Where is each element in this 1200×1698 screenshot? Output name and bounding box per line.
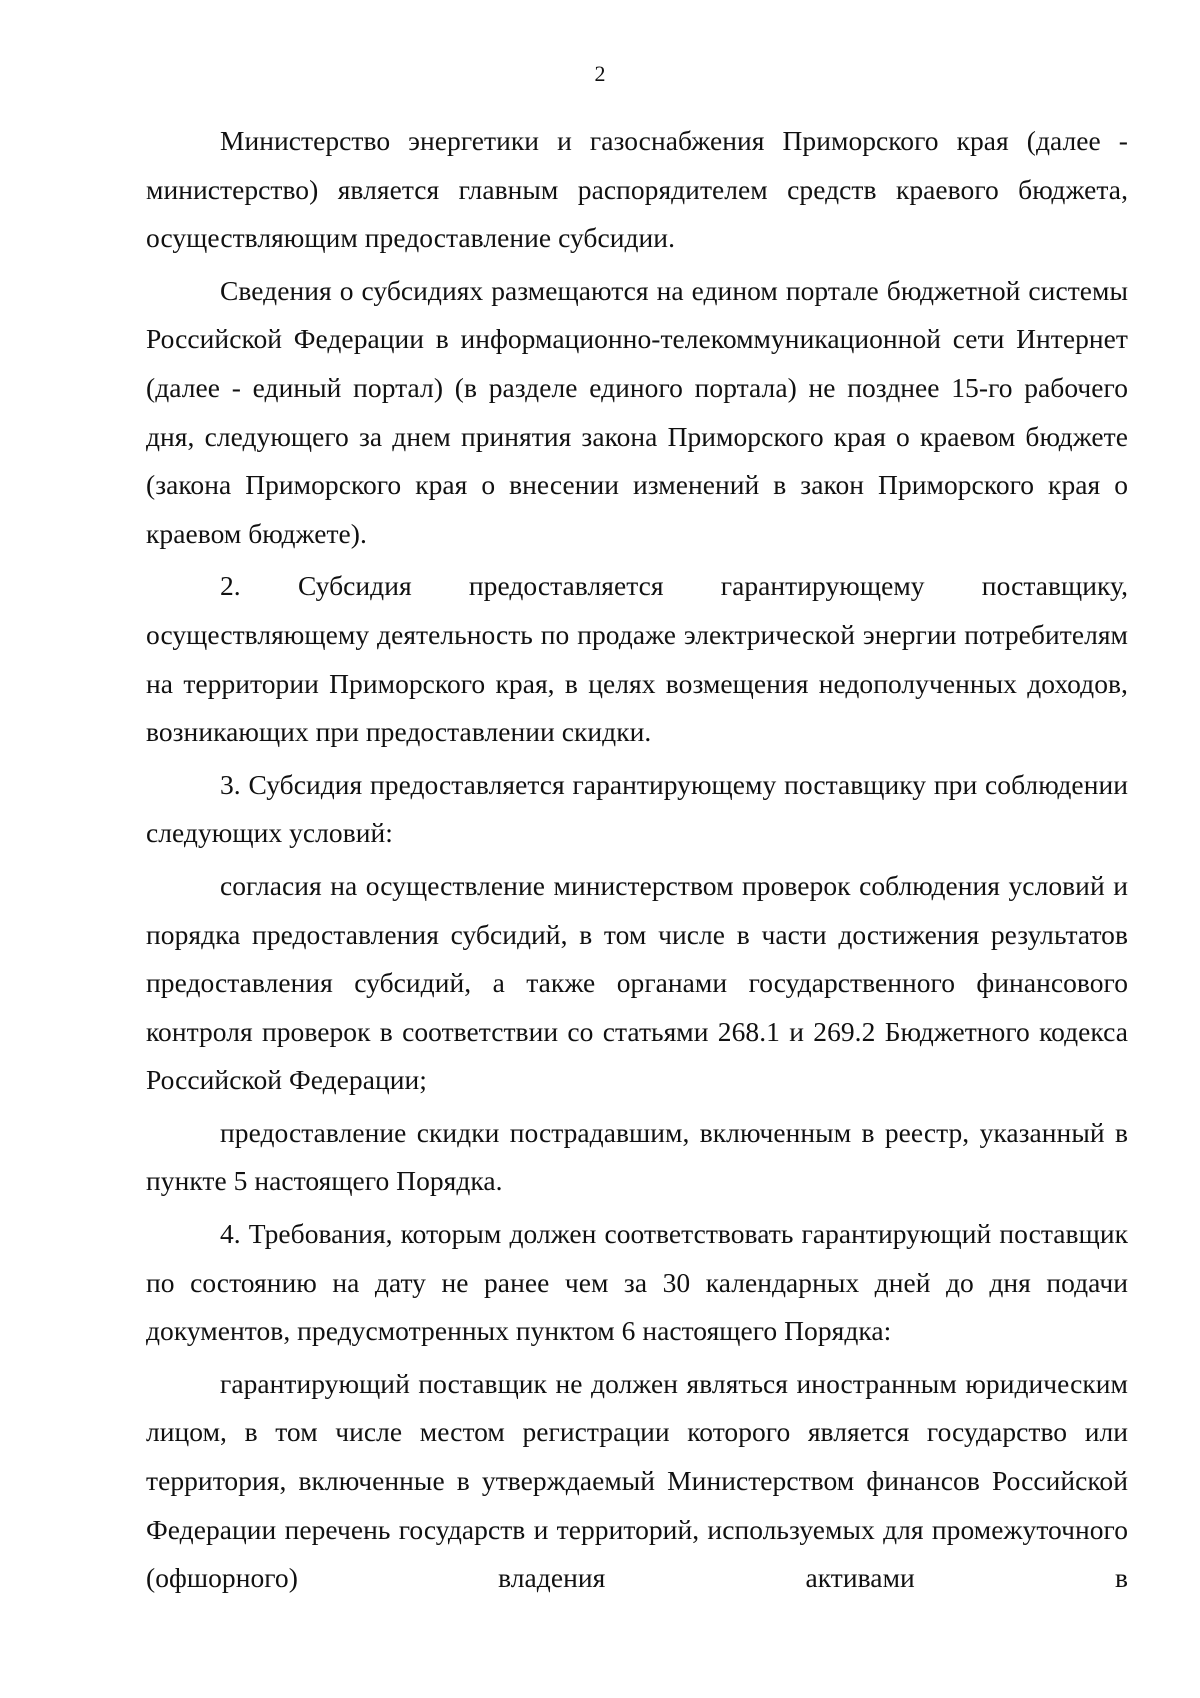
paragraph-condition-discount: предоставление скидки пострадавшим, включенным в реестр, указанный в пункте 5 настоящего Порядка.	[146, 1116, 1128, 1197]
paragraph-subsidy-info: Сведения о субсидиях размещаются на едином портале бюджетной системы Российской Федерации в информационно-телекоммуникационной сети Интернет (далее - единый портал) (в разделе единого портала) не позднее 15-го рабочего дня, следующего за днем принятия закона Приморского края о краевом бюджете (закона Приморского края о внесении изменений в закон Приморского края о краевом бюджете).	[146, 274, 1128, 549]
paragraph-condition-consent: согласия на осуществление министерством проверок соблюдения условий и порядка предоставления субсидий, в том числе в части достижения результатов предоставления субсидий, а также органами государственного финансового контроля проверок в соответствии со статьями 268.1 и 269.2 Бюджетного кодекса Российской Федерации;	[146, 869, 1128, 1096]
paragraph-item-2: 2. Субсидия предоставляется гарантирующему поставщику, осуществляющему деятельность по продаже электрической энергии потребителям на территории Приморского края, в целях возмещения недополученных доходов, возникающих при предоставлении скидки.	[146, 570, 1128, 748]
paragraph-item-4: 4. Требования, которым должен соответствовать гарантирующий поставщик по состоянию на дату не ранее чем за 30 календарных дней до дня подачи документов, предусмотренных пунктом 6 настоящего Порядка:	[146, 1218, 1128, 1347]
document-body	[146, 117, 1128, 1603]
paragraph-requirement-foreign: гарантирующий поставщик не должен являться иностранным юридическим лицом, в том числе местом регистрации которого является государство или территория, включенные в утверждаемый Министерством финансов Российской Федерации перечень государств и территорий, используемых для промежуточного (офшорного) владения активами в	[146, 1367, 1128, 1594]
paragraph-item-3: 3. Субсидия предоставляется гарантирующему поставщику при соблюдении следующих условий:	[146, 768, 1128, 849]
paragraph-ministry: Министерство энергетики и газоснабжения Приморского края (далее - министерство) является главным распорядителем средств краевого бюджета, осуществляющим предоставление субсидии.	[146, 125, 1128, 254]
page-number: 2	[594, 61, 606, 86]
